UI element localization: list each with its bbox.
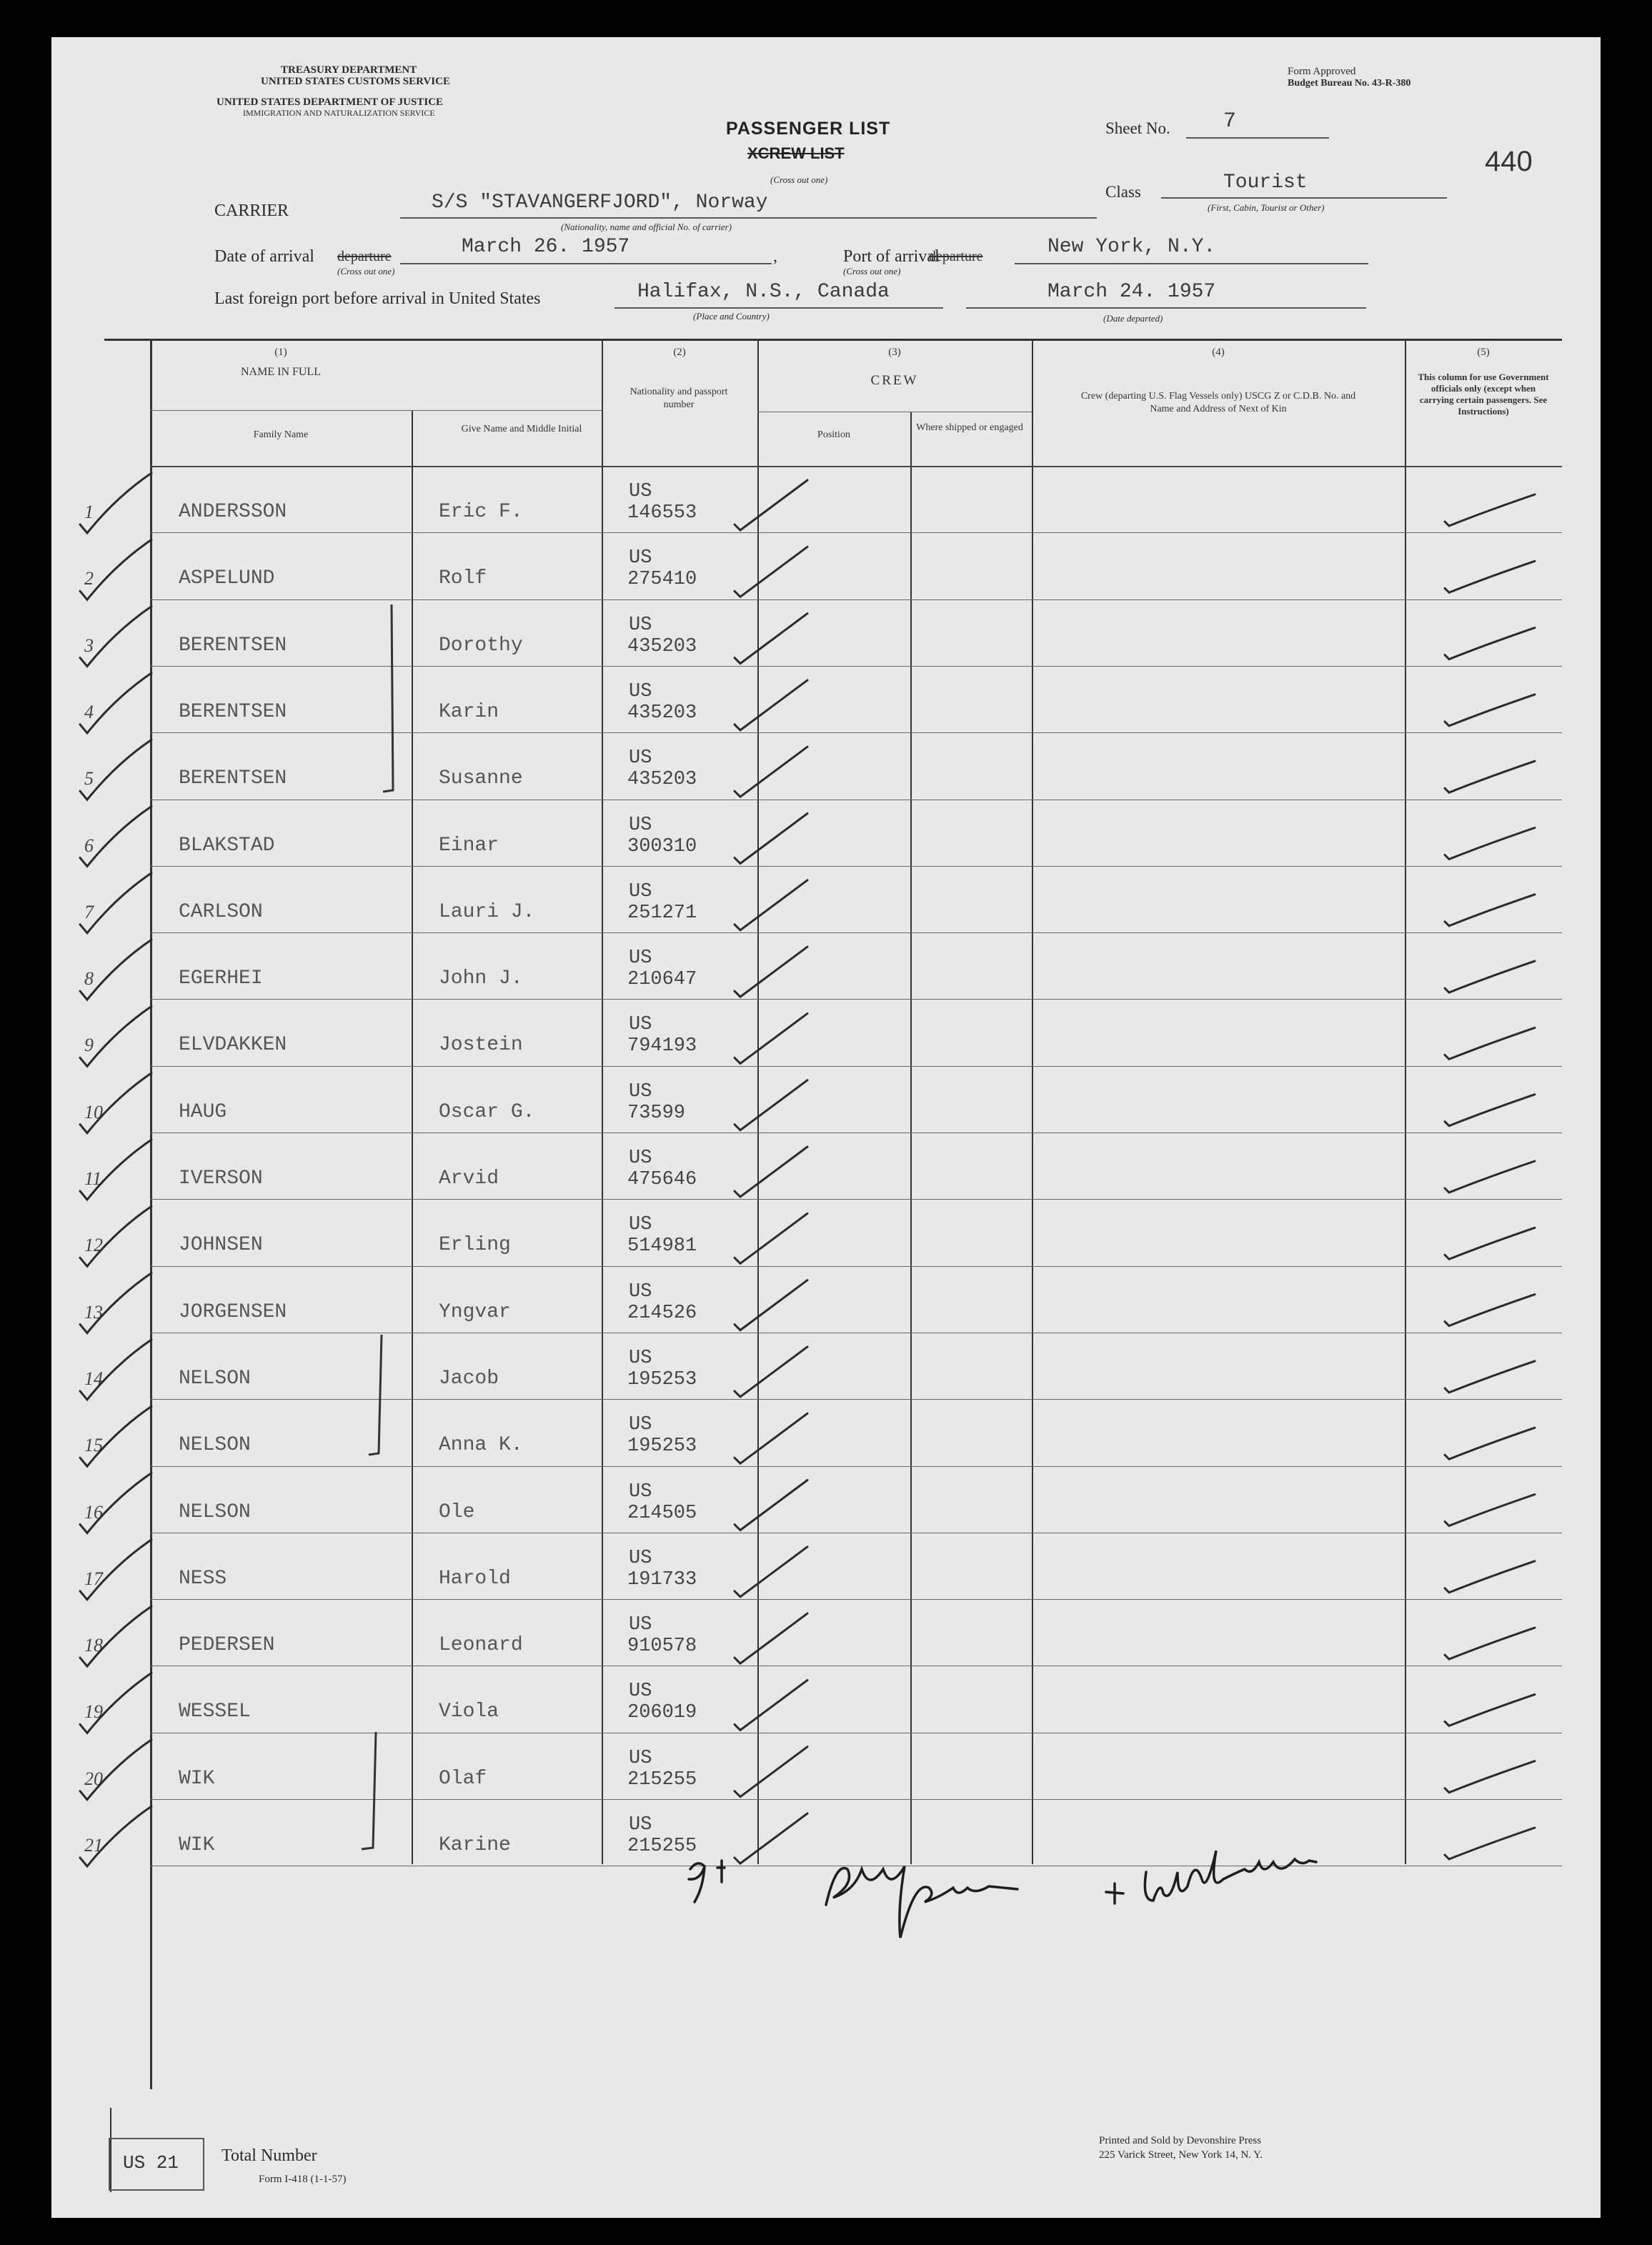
line-number: 11	[84, 1168, 102, 1189]
nationality: US	[629, 1148, 652, 1169]
check-mark	[80, 1340, 151, 1400]
class-label: Class	[1105, 183, 1141, 201]
check-mark	[735, 614, 807, 664]
given-name: Harold	[439, 1567, 511, 1590]
cross-out-one-caption: (Cross out one)	[770, 174, 828, 185]
col5-title: This column for use Government officials only (except when carrying certain passengers. See Instructions)	[1418, 372, 1549, 417]
line-number: 2	[84, 568, 94, 589]
passport-number: 146553	[627, 502, 697, 524]
budget-bureau: Budget Bureau No. 43-R-380	[1288, 78, 1411, 89]
check-mark	[1445, 1628, 1535, 1659]
check-mark	[80, 1606, 151, 1666]
form-title: PASSENGER LIST	[726, 119, 891, 139]
nationality: US	[629, 614, 652, 636]
passport-number: 251271	[627, 902, 697, 924]
last-port-caption: (Place and Country)	[693, 311, 770, 322]
stamp-number: 440	[1485, 146, 1533, 177]
given-name: Viola	[439, 1701, 499, 1723]
port-value: New York, N.Y.	[1048, 236, 1216, 258]
col3-position: Position	[817, 429, 850, 440]
check-mark	[1445, 561, 1535, 592]
check-mark	[80, 539, 151, 599]
family-name: BERENTSEN	[179, 634, 287, 657]
check-mark	[735, 1547, 807, 1597]
check-mark	[80, 673, 151, 733]
check-mark	[735, 1413, 807, 1463]
check-mark	[735, 814, 807, 864]
family-name: CARLSON	[179, 900, 263, 923]
passport-number: 475646	[627, 1169, 697, 1190]
passport-number: 794193	[627, 1035, 697, 1057]
line-number: 8	[84, 968, 94, 990]
line-number: 9	[84, 1035, 94, 1056]
port-label: Port of arrival	[843, 247, 940, 266]
line-number: 10	[84, 1101, 103, 1122]
family-name: HAUG	[179, 1100, 227, 1123]
nationality: US	[629, 1280, 652, 1303]
check-mark	[735, 480, 807, 530]
passport-number: 206019	[627, 1702, 697, 1724]
passport-number: 435203	[627, 769, 697, 791]
date-arrival-label: Date of arrival	[214, 247, 314, 266]
check-mark	[80, 940, 151, 1000]
sheet-number: 7	[1223, 109, 1237, 134]
check-mark	[735, 747, 807, 797]
family-name: BLAKSTAD	[179, 834, 275, 857]
given-name: Jostein	[439, 1034, 523, 1057]
date-struck: departure	[337, 249, 392, 264]
nationality: US	[629, 814, 652, 836]
check-mark	[1445, 1161, 1535, 1193]
check-mark	[1445, 1761, 1535, 1793]
check-mark	[1445, 695, 1535, 726]
given-name: Karine	[439, 1834, 511, 1856]
check-mark	[80, 1540, 151, 1600]
given-name: Karin	[439, 700, 499, 723]
check-mark	[735, 680, 807, 730]
check-mark	[1445, 1228, 1535, 1259]
check-mark	[80, 807, 151, 867]
check-mark	[735, 947, 807, 997]
total-number-value: US 21	[123, 2152, 179, 2174]
check-mark	[1445, 1694, 1535, 1726]
given-name: Lauri J.	[439, 900, 535, 923]
given-name: John J.	[439, 967, 523, 990]
family-name: NELSON	[179, 1434, 251, 1457]
check-mark	[80, 607, 151, 667]
check-mark	[80, 1740, 151, 1800]
nationality: US	[629, 1347, 652, 1369]
nationality: US	[629, 947, 652, 970]
passport-number: 514981	[627, 1235, 697, 1258]
bracket-marks	[362, 604, 393, 1849]
col5-num: (5)	[1477, 347, 1490, 358]
class-value: Tourist	[1223, 171, 1308, 194]
nationality: US	[629, 880, 652, 902]
given-name: Dorothy	[439, 634, 523, 657]
date-caption: (Cross out one)	[337, 266, 395, 277]
passport-number: 73599	[627, 1102, 686, 1124]
check-mark	[735, 1347, 807, 1397]
line-number: 19	[84, 1701, 103, 1723]
check-mark	[80, 1473, 151, 1533]
line-number: 21	[84, 1835, 103, 1856]
check-mark	[80, 473, 151, 533]
check-mark	[735, 1813, 807, 1863]
line-number: 16	[84, 1501, 103, 1523]
check-mark	[80, 1406, 151, 1466]
family-name: WIK	[179, 1834, 215, 1856]
check-mark	[1445, 761, 1535, 792]
family-name: JOHNSEN	[179, 1234, 263, 1257]
passport-number: 195253	[627, 1435, 697, 1458]
check-mark	[80, 1206, 151, 1266]
check-mark	[735, 1080, 807, 1130]
col4-num: (4)	[1212, 347, 1225, 358]
check-mark	[80, 873, 151, 933]
check-mark	[80, 1073, 151, 1133]
given-name: Erling	[439, 1234, 511, 1257]
nationality: US	[629, 1414, 652, 1436]
given-name: Arvid	[439, 1168, 499, 1190]
check-mark	[80, 1140, 151, 1200]
check-mark	[735, 1747, 807, 1797]
family-name: ELVDAKKEN	[179, 1034, 287, 1057]
family-name: PEDERSEN	[179, 1634, 275, 1657]
total-number-box	[109, 2138, 204, 2191]
passport-number: 215255	[627, 1768, 697, 1791]
family-name: JORGENSEN	[179, 1300, 287, 1323]
agency-line-2: UNITED STATES CUSTOMS SERVICE	[261, 76, 450, 87]
port-struck: departure	[929, 249, 983, 264]
nationality: US	[629, 680, 652, 702]
comma: ,	[773, 247, 777, 266]
given-name: Einar	[439, 834, 499, 857]
nationality: US	[629, 481, 652, 502]
family-name: NELSON	[179, 1367, 251, 1390]
given-name: Eric F.	[439, 501, 523, 523]
nationality: US	[629, 1614, 652, 1636]
line-number: 20	[84, 1768, 103, 1789]
line-number: 5	[84, 768, 94, 790]
line-number: 12	[84, 1235, 103, 1256]
passport-number: 435203	[627, 702, 697, 724]
col1-num: (1)	[274, 347, 287, 358]
crew-list-struck: XCREW LIST	[747, 144, 845, 162]
nationality: US	[629, 1080, 652, 1102]
passport-number: 215255	[627, 1836, 697, 1857]
col1-given-name: Give Name and Middle Initial	[461, 424, 582, 434]
family-name: ANDERSSON	[179, 501, 287, 523]
last-port-value: Halifax, N.S., Canada	[637, 281, 890, 303]
passport-number: 191733	[627, 1568, 697, 1591]
given-name: Rolf	[439, 567, 487, 590]
carrier-caption: (Nationality, name and official No. of carrier)	[561, 221, 732, 232]
family-name: EGERHEI	[179, 967, 263, 990]
carrier-label: CARRIER	[214, 201, 289, 220]
passport-number: 195253	[627, 1368, 697, 1390]
line-number: 7	[84, 901, 94, 922]
given-name: Anna K.	[439, 1434, 523, 1457]
carrier-value: S/S "STAVANGERFJORD", Norway	[432, 191, 768, 214]
family-name: NELSON	[179, 1500, 251, 1523]
check-mark	[735, 1480, 807, 1530]
nationality: US	[629, 1480, 652, 1503]
check-mark	[735, 1213, 807, 1263]
line-number: 3	[84, 634, 94, 656]
col4-title: Crew (departing U.S. Flag Vessels only) USCG Z or C.D.B. No. and Name and Address of Next of Kin	[1080, 391, 1356, 414]
col3-num: (3)	[888, 347, 901, 358]
line-number: 4	[84, 701, 94, 722]
check-mark	[1445, 1495, 1535, 1526]
col3-where-shipped: Where shipped or engaged	[916, 422, 1023, 433]
given-name: Olaf	[439, 1767, 487, 1790]
check-mark	[1445, 828, 1535, 860]
passport-number: 214526	[627, 1302, 697, 1324]
family-name: NESS	[179, 1567, 227, 1590]
check-mark	[735, 880, 807, 930]
check-mark	[735, 1613, 807, 1663]
check-mark	[1445, 1027, 1535, 1059]
printer-line-1: Printed and Sold by Devonshire Press	[1099, 2135, 1262, 2146]
agency-line-1: TREASURY DEPARTMENT	[281, 64, 417, 76]
col2-num: (2)	[673, 347, 686, 358]
col2-title: Nationality and passport number	[630, 387, 728, 410]
given-name: Ole	[439, 1500, 475, 1523]
line-number: 6	[84, 835, 94, 856]
check-mark	[1445, 895, 1535, 926]
nationality: US	[629, 1214, 652, 1236]
col3-title: CREW	[870, 373, 919, 388]
check-mark	[80, 740, 151, 800]
line-number: 17	[84, 1568, 103, 1589]
family-name: IVERSON	[179, 1168, 263, 1190]
line-number: 15	[84, 1435, 103, 1456]
date-departed-value: March 24. 1957	[1048, 281, 1216, 303]
check-mark	[1445, 494, 1535, 526]
check-mark	[80, 1806, 151, 1866]
check-mark	[1445, 1828, 1535, 1859]
printer-line-2: 225 Varick Street, New York 14, N. Y.	[1099, 2149, 1263, 2161]
passport-number: 275410	[627, 569, 697, 591]
passport-number: 210647	[627, 969, 697, 991]
family-name: BERENTSEN	[179, 700, 287, 723]
check-mark	[1445, 1295, 1535, 1326]
form-number: Form I-418 (1-1-57)	[259, 2174, 347, 2185]
family-name: BERENTSEN	[179, 767, 287, 790]
class-caption: (First, Cabin, Tourist or Other)	[1208, 202, 1325, 213]
family-name: ASPELUND	[179, 567, 275, 590]
line-number: 1	[84, 502, 94, 522]
check-mark	[1445, 1361, 1535, 1393]
check-mark	[735, 547, 807, 597]
nationality: US	[629, 1814, 652, 1836]
check-mark	[1445, 628, 1535, 659]
check-mark	[80, 1273, 151, 1333]
passport-number: 214505	[627, 1502, 697, 1524]
check-mark	[80, 1006, 151, 1066]
given-name: Susanne	[439, 767, 523, 790]
agency-line-3: UNITED STATES DEPARTMENT OF JUSTICE	[217, 96, 444, 108]
line-number: 18	[84, 1635, 103, 1656]
check-mark	[735, 1013, 807, 1063]
port-caption: (Cross out one)	[843, 266, 901, 277]
family-name: WIK	[179, 1767, 215, 1790]
given-name: Yngvar	[439, 1300, 511, 1323]
nationality: US	[629, 1547, 652, 1569]
check-mark	[735, 1680, 807, 1730]
check-mark	[735, 1280, 807, 1330]
date-departed-caption: (Date departed)	[1103, 313, 1163, 324]
given-name: Jacob	[439, 1367, 499, 1390]
nationality: US	[629, 1014, 652, 1036]
sheet-label: Sheet No.	[1105, 119, 1170, 137]
passport-number: 300310	[627, 835, 697, 857]
check-mark	[1445, 1561, 1535, 1593]
check-mark	[1445, 1428, 1535, 1459]
line-number: 14	[84, 1368, 103, 1389]
check-mark	[1445, 961, 1535, 992]
check-mark	[1445, 1095, 1535, 1126]
given-name: Leonard	[439, 1634, 523, 1657]
nationality: US	[629, 1681, 652, 1703]
col1-title: NAME IN FULL	[241, 366, 321, 378]
passport-number: 910578	[627, 1636, 697, 1658]
signature-mark	[689, 1851, 1316, 1938]
check-mark	[735, 1147, 807, 1197]
check-mark	[80, 1673, 151, 1733]
nationality: US	[629, 1747, 652, 1769]
form-approved: Form Approved	[1288, 66, 1356, 77]
nationality: US	[629, 547, 652, 569]
passport-number: 435203	[627, 635, 697, 657]
col1-family-name: Family Name	[253, 429, 309, 440]
line-number: 13	[84, 1301, 103, 1323]
last-port-label: Last foreign port before arrival in United States	[214, 289, 541, 308]
family-name: WESSEL	[179, 1701, 251, 1723]
nationality: US	[629, 747, 652, 770]
date-value: March 26. 1957	[462, 236, 630, 258]
total-number-label: Total Number	[222, 2146, 317, 2165]
given-name: Oscar G.	[439, 1100, 535, 1123]
agency-line-4: IMMIGRATION AND NATURALIZATION SERVICE	[243, 108, 435, 118]
